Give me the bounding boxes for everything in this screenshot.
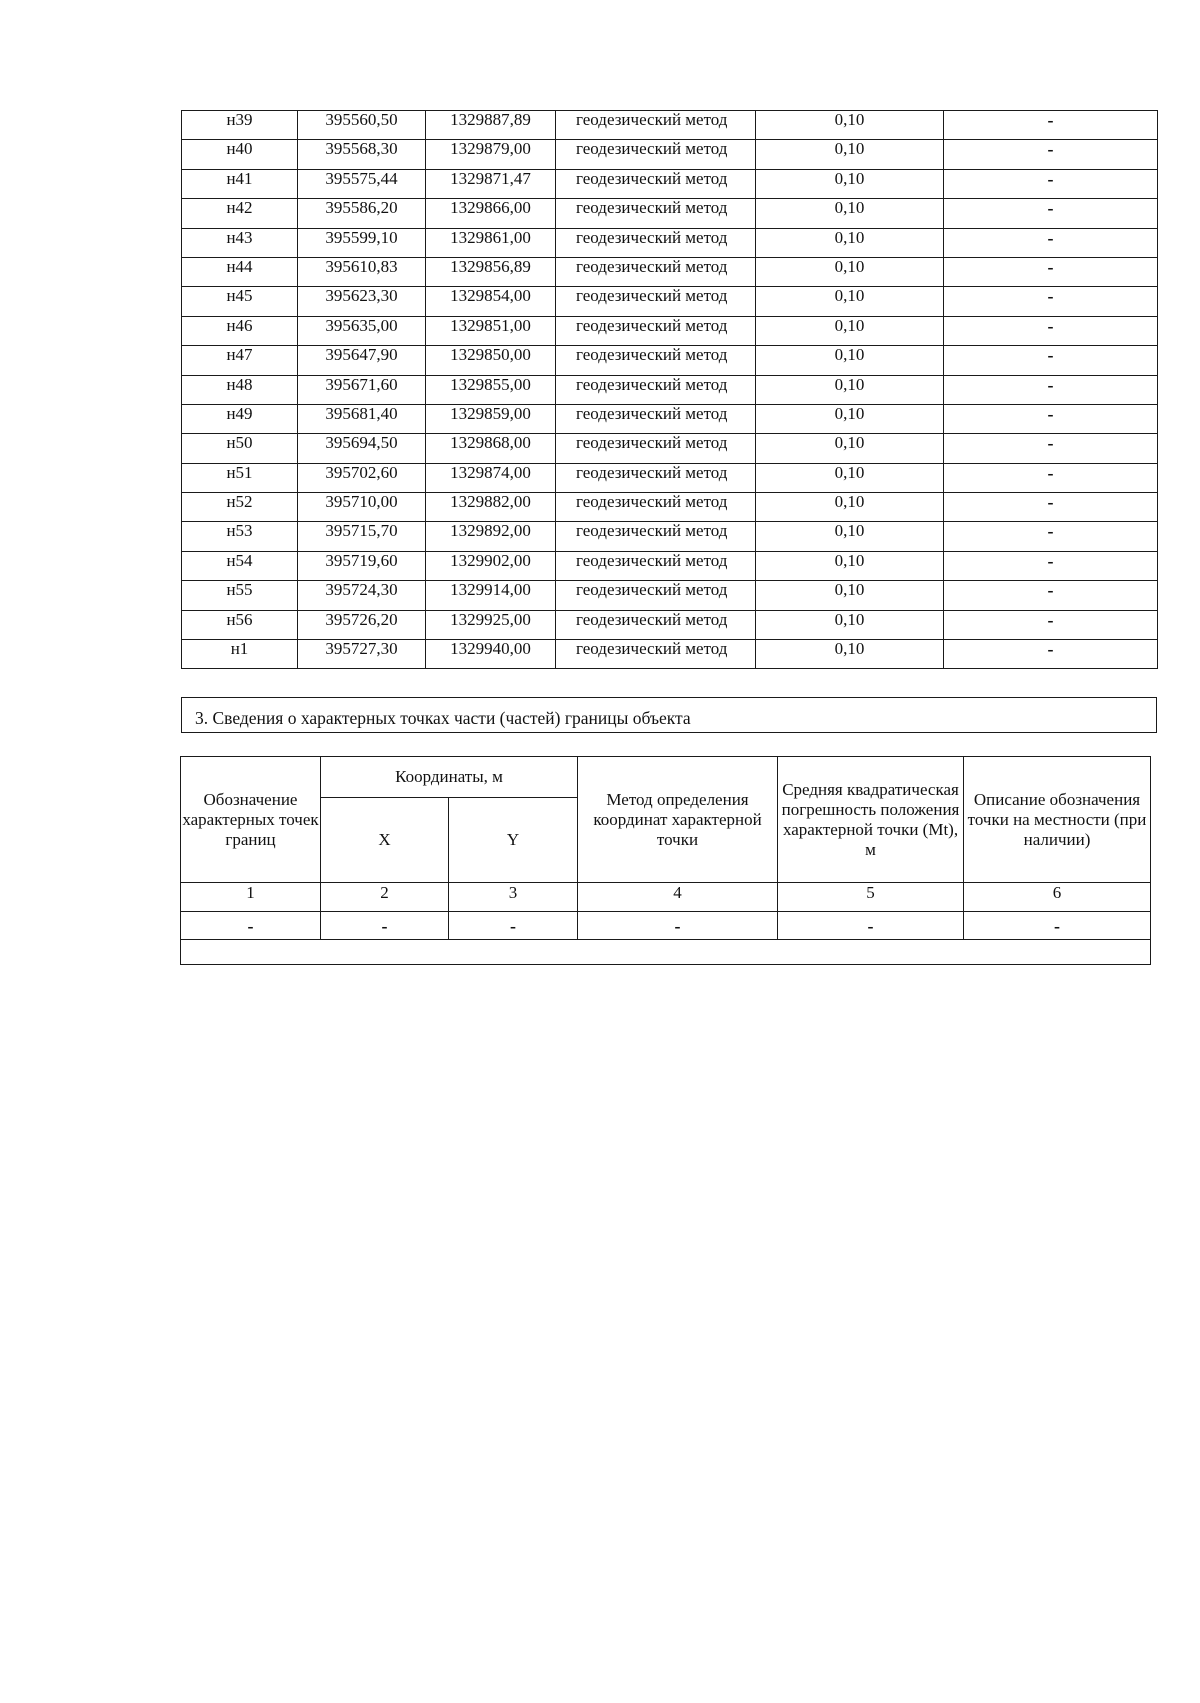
cell-x: 395575,44 <box>298 169 426 198</box>
header-error: Средняя квадратическая погрешность положения характерной точки (Mt), м <box>778 757 964 883</box>
cell-method: геодезический метод <box>556 551 756 580</box>
cell-x: 395599,10 <box>298 228 426 257</box>
cell-method: геодезический метод <box>556 111 756 140</box>
column-number: 1 <box>181 883 321 912</box>
cell-description: - <box>944 551 1158 580</box>
cell-x: 395715,70 <box>298 522 426 551</box>
cell-point: н44 <box>182 257 298 286</box>
header-description: Описание обозначения точки на местности (при наличии) <box>964 757 1151 883</box>
cell-x: 395726,20 <box>298 610 426 639</box>
column-number: 5 <box>778 883 964 912</box>
cell-method: геодезический метод <box>556 640 756 669</box>
cell-x: 395586,20 <box>298 199 426 228</box>
header-coordinates: Координаты, м <box>321 757 578 798</box>
cell-y: 1329868,00 <box>426 434 556 463</box>
cell-method: геодезический метод <box>556 375 756 404</box>
cell-point: н50 <box>182 434 298 463</box>
cell-point: н46 <box>182 316 298 345</box>
cell-method: геодезический метод <box>556 522 756 551</box>
cell-point: н42 <box>182 199 298 228</box>
table-row <box>182 581 1158 610</box>
cell-method: геодезический метод <box>556 257 756 286</box>
cell-x: - <box>321 912 449 940</box>
cell-description: - <box>944 375 1158 404</box>
cell-y: 1329892,00 <box>426 522 556 551</box>
cell-y: 1329856,89 <box>426 257 556 286</box>
cell-x: 395623,30 <box>298 287 426 316</box>
cell-y: 1329882,00 <box>426 493 556 522</box>
cell-x: 395560,50 <box>298 111 426 140</box>
cell-description: - <box>944 257 1158 286</box>
empty-cell <box>181 940 1151 965</box>
cell-method: геодезический метод <box>556 140 756 169</box>
table-row <box>182 199 1158 228</box>
cell-description: - <box>944 287 1158 316</box>
boundary-points-table <box>181 110 1158 669</box>
cell-error: 0,10 <box>756 140 944 169</box>
header-row-top <box>181 757 1151 798</box>
cell-y: 1329879,00 <box>426 140 556 169</box>
cell-error: 0,10 <box>756 169 944 198</box>
column-number: 4 <box>578 883 778 912</box>
cell-x: 395568,30 <box>298 140 426 169</box>
cell-point: н43 <box>182 228 298 257</box>
cell-y: 1329871,47 <box>426 169 556 198</box>
cell-designation: - <box>181 912 321 940</box>
cell-description: - <box>944 169 1158 198</box>
header-method: Метод определения координат характерной точки <box>578 757 778 883</box>
table-row <box>182 404 1158 433</box>
cell-method: - <box>578 912 778 940</box>
header-y: Y <box>449 798 578 883</box>
table-row <box>182 375 1158 404</box>
cell-x: 395724,30 <box>298 581 426 610</box>
cell-point: н49 <box>182 404 298 433</box>
cell-point: н55 <box>182 581 298 610</box>
cell-description: - <box>944 228 1158 257</box>
table-row <box>182 287 1158 316</box>
section-3-heading: 3. Сведения о характерных точках части (частей) границы объекта <box>181 697 1157 733</box>
cell-error: 0,10 <box>756 375 944 404</box>
cell-description: - <box>944 610 1158 639</box>
cell-description: - <box>944 640 1158 669</box>
cell-method: геодезический метод <box>556 228 756 257</box>
cell-y: 1329861,00 <box>426 228 556 257</box>
cell-error: 0,10 <box>756 404 944 433</box>
column-number: 2 <box>321 883 449 912</box>
cell-error: - <box>778 912 964 940</box>
table-row <box>182 434 1158 463</box>
cell-x: 395719,60 <box>298 551 426 580</box>
cell-error: 0,10 <box>756 257 944 286</box>
cell-point: н54 <box>182 551 298 580</box>
cell-description: - <box>944 404 1158 433</box>
cell-y: 1329925,00 <box>426 610 556 639</box>
cell-error: 0,10 <box>756 434 944 463</box>
cell-description: - <box>964 912 1151 940</box>
cell-description: - <box>944 463 1158 492</box>
cell-y: 1329940,00 <box>426 640 556 669</box>
cell-x: 395702,60 <box>298 463 426 492</box>
cell-point: н47 <box>182 346 298 375</box>
table-row <box>182 493 1158 522</box>
cell-y: 1329859,00 <box>426 404 556 433</box>
cell-method: геодезический метод <box>556 610 756 639</box>
cell-point: н56 <box>182 610 298 639</box>
cell-error: 0,10 <box>756 111 944 140</box>
cell-method: геодезический метод <box>556 581 756 610</box>
cell-method: геодезический метод <box>556 346 756 375</box>
table-row <box>182 228 1158 257</box>
empty-row <box>181 940 1151 965</box>
cell-error: 0,10 <box>756 287 944 316</box>
cell-error: 0,10 <box>756 522 944 551</box>
cell-error: 0,10 <box>756 228 944 257</box>
cell-point: н41 <box>182 169 298 198</box>
cell-point: н40 <box>182 140 298 169</box>
cell-error: 0,10 <box>756 551 944 580</box>
cell-method: геодезический метод <box>556 463 756 492</box>
cell-method: геодезический метод <box>556 199 756 228</box>
cell-description: - <box>944 140 1158 169</box>
table-row <box>182 640 1158 669</box>
cell-method: геодезический метод <box>556 169 756 198</box>
cell-y: 1329866,00 <box>426 199 556 228</box>
cell-x: 395647,90 <box>298 346 426 375</box>
cell-description: - <box>944 581 1158 610</box>
cell-description: - <box>944 522 1158 551</box>
cell-y: 1329850,00 <box>426 346 556 375</box>
cell-error: 0,10 <box>756 493 944 522</box>
cell-y: 1329902,00 <box>426 551 556 580</box>
cell-description: - <box>944 199 1158 228</box>
cell-method: геодезический метод <box>556 316 756 345</box>
cell-point: н53 <box>182 522 298 551</box>
cell-y: 1329874,00 <box>426 463 556 492</box>
cell-error: 0,10 <box>756 346 944 375</box>
table-row <box>182 346 1158 375</box>
cell-method: геодезический метод <box>556 404 756 433</box>
table-row <box>182 316 1158 345</box>
table-row <box>182 522 1158 551</box>
cell-y: - <box>449 912 578 940</box>
cell-error: 0,10 <box>756 316 944 345</box>
cell-error: 0,10 <box>756 610 944 639</box>
cell-point: н45 <box>182 287 298 316</box>
cell-y: 1329855,00 <box>426 375 556 404</box>
table-row <box>182 140 1158 169</box>
cell-error: 0,10 <box>756 640 944 669</box>
column-number: 3 <box>449 883 578 912</box>
cell-point: н51 <box>182 463 298 492</box>
cell-x: 395610,83 <box>298 257 426 286</box>
cell-y: 1329914,00 <box>426 581 556 610</box>
cell-point: н1 <box>182 640 298 669</box>
column-number-row <box>181 883 1151 912</box>
cell-point: н48 <box>182 375 298 404</box>
header-designation: Обозначение характерных точек границ <box>181 757 321 883</box>
cell-error: 0,10 <box>756 463 944 492</box>
table-row <box>182 169 1158 198</box>
cell-point: н39 <box>182 111 298 140</box>
cell-description: - <box>944 434 1158 463</box>
cell-y: 1329887,89 <box>426 111 556 140</box>
table-row <box>182 551 1158 580</box>
table-row <box>182 257 1158 286</box>
cell-x: 395727,30 <box>298 640 426 669</box>
cell-description: - <box>944 111 1158 140</box>
column-number: 6 <box>964 883 1151 912</box>
table-row <box>182 610 1158 639</box>
cell-x: 395671,60 <box>298 375 426 404</box>
cell-description: - <box>944 493 1158 522</box>
cell-error: 0,10 <box>756 199 944 228</box>
cell-y: 1329854,00 <box>426 287 556 316</box>
cell-y: 1329851,00 <box>426 316 556 345</box>
boundary-parts-points-table <box>180 756 1151 965</box>
header-x: X <box>321 798 449 883</box>
cell-point: н52 <box>182 493 298 522</box>
table-row <box>182 111 1158 140</box>
cell-x: 395710,00 <box>298 493 426 522</box>
cell-x: 395681,40 <box>298 404 426 433</box>
boundary-points-body <box>182 111 1158 669</box>
cell-method: геодезический метод <box>556 287 756 316</box>
cell-description: - <box>944 316 1158 345</box>
table-row <box>181 912 1151 940</box>
cell-description: - <box>944 346 1158 375</box>
cell-x: 395635,00 <box>298 316 426 345</box>
cell-x: 395694,50 <box>298 434 426 463</box>
table-row <box>182 463 1158 492</box>
cell-method: геодезический метод <box>556 434 756 463</box>
cell-method: геодезический метод <box>556 493 756 522</box>
cell-error: 0,10 <box>756 581 944 610</box>
